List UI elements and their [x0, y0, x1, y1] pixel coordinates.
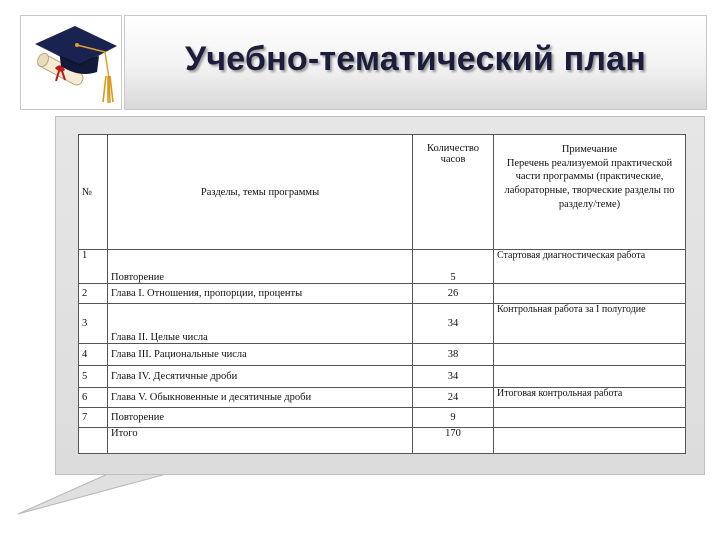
row-number: 6: [79, 388, 108, 408]
row-number: 2: [79, 284, 108, 304]
row-hours: 26: [413, 284, 494, 304]
row-title: Глава IV. Десятичные дроби: [108, 366, 413, 388]
row-hours: 9: [413, 408, 494, 428]
plan-table: [78, 134, 686, 454]
row-title: Повторение: [108, 408, 413, 428]
row-number: 1: [79, 250, 108, 284]
row-hours: 34: [413, 366, 494, 388]
row-title: Глава II. Целые числа: [108, 304, 413, 344]
header-number: №: [79, 135, 108, 250]
row-hours: 5: [413, 250, 494, 284]
header-notes-title: Примечание: [561, 144, 618, 155]
row-note: Стартовая диагностическая работа: [494, 250, 686, 284]
row-note: Контрольная работа за I полугодие: [494, 304, 686, 344]
header-hours: Количество часов: [413, 135, 494, 250]
row-hours: 34: [413, 304, 494, 344]
table-row: [79, 388, 686, 408]
row-note: [494, 428, 686, 454]
header-notes: [494, 135, 686, 250]
row-number: [79, 428, 108, 454]
table-row: [79, 344, 686, 366]
row-hours: 170: [413, 428, 494, 454]
row-note: [494, 284, 686, 304]
row-number: 5: [79, 366, 108, 388]
row-number: 4: [79, 344, 108, 366]
table-row: [79, 304, 686, 344]
row-number: 3: [79, 304, 108, 344]
table-row: [79, 284, 686, 304]
row-note: Итоговая контрольная работа: [494, 388, 686, 408]
row-number: 7: [79, 408, 108, 428]
row-hours: 24: [413, 388, 494, 408]
table-row: [79, 408, 686, 428]
row-title: Повторение: [108, 250, 413, 284]
page-title: Учебно-тематический план: [184, 40, 646, 78]
table-row: [79, 366, 686, 388]
row-title: Итого: [108, 428, 413, 454]
row-hours: 38: [413, 344, 494, 366]
row-title: Глава III. Рациональные числа: [108, 344, 413, 366]
row-title: Глава V. Обыкновенные и десятичные дроби: [108, 388, 413, 408]
header-sections: Разделы, темы программы: [108, 135, 413, 250]
table-row: [79, 250, 686, 284]
row-title: Глава I. Отношения, пропорции, проценты: [108, 284, 413, 304]
table-row-total: [79, 428, 686, 454]
header-notes-text: Перечень реализуемой практической части программы (практические, лабораторные, творческие разделы по разделу/теме): [504, 157, 675, 210]
row-note: [494, 344, 686, 366]
row-note: [494, 366, 686, 388]
table-header-row: [79, 135, 686, 250]
row-note: [494, 408, 686, 428]
